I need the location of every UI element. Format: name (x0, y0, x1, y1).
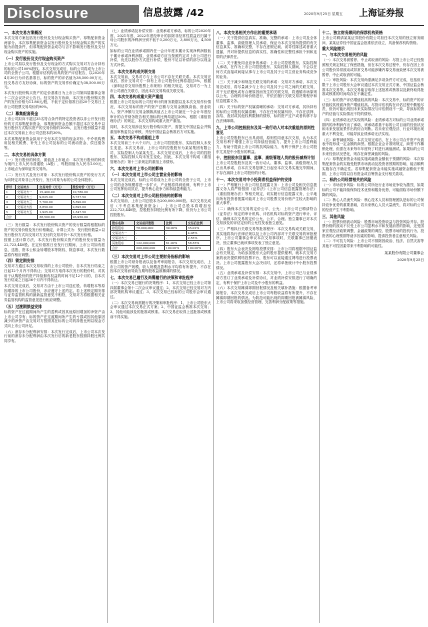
paragraph: （七）业绩承诺及补偿安排：业绩承诺方承诺，标的公司2020年度、2021年度、2022年度经审计的扣除非经常性损益后归属于母公司股东的净利润分别不低于3,200万元、3,800万元、4,500万元。 (110, 29, 211, 48)
column-divider (213, 29, 214, 623)
paragraph: （六）募集配套资金未能实施或融资金额低于预期的风险：本次募集配套资金的实施受股票市场波动及投资者预期的影响，能否顺利实施存在不确定性。若募集配套资金未能实施或融资金额低于预期，上市公司将以自有资金或自筹资金支付相关款项。 (322, 157, 424, 176)
masthead (4, 4, 424, 24)
table-cell: 1,347.50 (71, 210, 104, 215)
paragraph: 本次募集配套资金拟用于支付本次交易的现金对价、中介机构费用及相关税费、补充上市公司及标的公司流动资金、偿还债务等。 (4, 136, 105, 151)
table-cell: 交易对方一 (111, 230, 135, 235)
section-heading: （一）本次交易对上市公司主营业务的影响 (110, 171, 183, 177)
section-heading: 八、本次交易相关方作出的重要承诺 (216, 30, 277, 35)
paragraph: 本次交易前，交易对方与上市公司不存在关联关系。本次交易完成后，预计交易对方一持有上市公司股份比例将超过5%，根据《深圳证券交易所股票上市规则》的相关规定，交易对方一为上市公司潜在关联方，因此本次交易构成关联交易。 (110, 74, 211, 93)
paragraph: （三）发行数量：本次发行股份购买资产的发行数量将根据标的资产的交易价格及发行价格确定，计算公式为：发行股份数量=以发行股份方式向交易对方支付的交易对价÷本次发行价格。 (4, 223, 105, 237)
section-heading: 重大风险提示 (322, 46, 345, 52)
table-cell: 35.02% (186, 225, 210, 230)
table-cell: 其他股东 (111, 240, 135, 245)
table-cell: 交易对方 (16, 185, 38, 190)
table-cell: 交易对方五 (16, 210, 38, 215)
paragraph: 如标的公司在业绩承诺期内任一会计年度末累计实现净利润数低于累计承诺净利润数，业绩承诺方应当按照约定对上市公司进行补偿，优先以股份方式进行补偿，股份不足以补偿的部分以现金方式补偿。 (110, 48, 211, 67)
table-cell: 1,925.00 (38, 210, 71, 215)
section-heading: 十、控股股东及董事、监事、高级管理人员的股份减持计划 (216, 155, 315, 161)
paragraph: 本次交易完成后，标的公司将成为上市公司的全资子公司，上市公司的业务规模将进一步扩大，产业链将得到延伸，有利于上市公司发挥协同效应，提升核心竞争力和持续盈利能力。 (110, 177, 211, 192)
paragraph: 本次交易完成后，交易对方由于上市公司送红股、转增股本等原因增持的上市公司股份，亦应遵守上述约定。若上述锁定期安排与证券监管机构的最新监管意见不相符，交易对方将根据相关证券监管机构的监管意见进行相应调整。 (4, 284, 105, 303)
column-3 (216, 29, 317, 623)
table-cell: 控股股东 (111, 225, 135, 230)
table-cell: 200,000,000 (135, 245, 165, 250)
section-heading: （四）锁定期安排 (4, 258, 35, 264)
paragraph: （一）股票价格波动风险：股票市场投资收益与投资风险并存。股票价格的波动不仅受上市公司盈利水平和发展前景的影响，还受国家宏观经济政策调整、金融政策的调控、股票市场的投机行为、投资者的心理预期等诸多因素的影响，提请投资者注意相关风险。 (322, 219, 424, 238)
section-heading: 六、本次交易对上市公司的影响 (110, 165, 164, 171)
table-cell: 7,700.00 (38, 200, 71, 205)
table-cell: 2.55% (186, 235, 210, 240)
section-heading: 七、本次交易已履行及尚需履行的决策和审批程序 (110, 274, 194, 280)
section-heading: （一）发行股份及支付现金购买资产 (4, 55, 65, 61)
table-cell: 6,737.50 (71, 195, 104, 200)
paragraph: 上市公司控股股东已出具说明，原则性同意本次交易，认为本次交易有利于增强上市公司持续经营能力、提升上市公司盈利能力，有助于提高上市公司的抗风险能力，有利于保护上市公司股东尤其是中小股东的利益。 (216, 135, 317, 154)
paragraph: （三）标的资产评估增值较高的风险：本次交易中，标的资产的评估值较其账面净资产增值较高。尽管评估机构在评估过程中勤勉尽责，但仍可能出现因未来实际情况与评估假设不一致，导致标的资产的估值与实际情况不符的情形。 (322, 98, 424, 117)
paragraph: （二）确保本次交易的定价公平、公允：上市公司已聘请符合《证券法》规定的审计机构、评估机构对标的资产进行审计、评估，确保本次交易的定价公允、公平、合理。独立董事已对本次交易涉及的评估定价的公允性发表独立意见。 (216, 207, 317, 226)
table-cell: 26,950.00 (71, 215, 104, 220)
column-1 (4, 29, 105, 623)
table-cell: 10,780.00 (71, 190, 104, 195)
paragraph: （二）不可抗力风险：上市公司不排除因政治、经济、自然灾害等其他不可控因素带来不利影响的可能性。 (322, 239, 424, 249)
paragraph: （二）本次交易尚需履行的决策和审批程序：1、上市公司股东大会审议通过本次交易正式方案；2、中国证监会核准本次交易；3、其他可能涉及的批准或核准。本次交易在取得上述批准或核准前不得实施。 (110, 300, 211, 319)
paragraph: （三）关于减少和规范关联交易的承诺：交易对方承诺，本次交易完成后，将尽量减少与上市公司及其子公司之间的关联交易，对于无法避免或有合理原因而发生的关联交易，将遵循市场原则以公允、合理的市场价格进行，并依法履行关联交易决策程序和信息披露义务。 (216, 80, 317, 104)
paragraph: （四）业绩承诺无法实现的风险：业绩承诺方对标的公司业绩承诺期内的净利润作出了承诺，该承诺系基于标的公司目前的经营状况和未来发展前景作出的综合判断。若未来宏观经济、行业环境出现重大不利变化，可能导致业绩承诺无法实现。 (322, 117, 424, 136)
paragraph: （一）本次交易已履行的决策程序：1、本次交易已经上市公司第四届董事会第十二次会议审议通过；2、本次交易已经交易对方内部决策机构审议通过；3、本次交易已经标的公司股东会审议通过。 (110, 280, 211, 300)
section-heading: （五）过渡期损益安排 (4, 303, 42, 309)
table-cell: 100.00% (186, 245, 210, 250)
table-cell: 交易对方一 (16, 190, 38, 195)
table-cell: 交易前持股数 (135, 220, 165, 225)
paragraph: 标的资产在过渡期间所产生的盈利或因其他原因增加的净资产由上市公司享有；标的资产在过渡期间所产生的亏损或因其他原因减少的净资产由交易对方按照其在标的公司的持股比例以现金方式向上市公司补足。 (4, 309, 105, 328)
table-cell: 122,000,000 (135, 240, 165, 245)
article-columns (4, 29, 424, 623)
paragraph: （四）关于标的资产权属清晰的承诺：交易对方承诺，其所持有的标的公司股权权属清晰，不存在任何权属纠纷，不存在质押、冻结、查封或其他权利限制的情形，标的资产过户或者转移不存在法律障碍。 (216, 104, 317, 123)
table-cell: 交易对价（万元） (38, 185, 71, 190)
table-cell: 3 (5, 200, 16, 205)
table-cell: 股份对价（万元） (71, 185, 104, 190)
paragraph: 本次交易方案包括发行股份及支付现金购买资产、募集配套资金两部分。本次募集配套资金以发行股份及支付现金购买资产的实施为前提条件，但募集配套资金成功与否不影响发行股份及支付现金购买资产的实施。 (4, 36, 105, 55)
table-cell: - (164, 235, 186, 240)
column-4 (322, 29, 424, 623)
table-cell: 38,500.00 (38, 215, 71, 220)
section-heading: （三）本次交易对上市公司主要财务指标的影响 (110, 253, 190, 259)
table-cell: - (164, 230, 186, 235)
paragraph: （二）发行方式及发行对象：本次发行股份购买资产的发行方式为向特定对象非公开发行，发行对象为标的公司全体股东。 (4, 172, 105, 182)
paragraph: 本次发行股份购买资产的定价基准日为上市公司第四届董事会第十二次会议决议公告日。经交易各方协商，本次发行股份购买资产的发行价格为11.86元/股，不低于定价基准日前20个交易日上市公司股票交易均价的90%。 (4, 91, 105, 110)
table-cell: 3,850.00 (38, 205, 71, 210)
table-cell: 4.08% (186, 230, 210, 235)
section-heading: 二、本次交易的具体方案 (4, 151, 46, 157)
paragraph: （二）核心人员流失风险：核心技术人员和管理团队是标的公司保持竞争优势的重要基础，若未来核心人员大量流失，将对标的公司的经营产生不利影响。 (322, 198, 424, 212)
table-cell: 9,625.00 (38, 195, 71, 200)
table-cell: 2 (5, 195, 16, 200)
section-heading: 五、本次交易不构成重组上市 (110, 135, 160, 141)
paragraph: （二）审批风险：本次交易尚需满足多项条件方可完成，包括但不限于上市公司股东大会审议通过本次交易正式方案、中国证监会核准本次交易等。本次交易能否取得上述批准或核准以及最终取得批准或核准的时间均存在不确定性。 (322, 78, 424, 97)
table-cell: - (135, 230, 165, 235)
table-cell: 78,000,000 (135, 225, 165, 230)
masthead-rule (4, 25, 424, 26)
column-2 (110, 29, 211, 623)
newspaper-name: 上海证券报 (359, 9, 405, 19)
table-cell: - (135, 235, 165, 240)
paragraph: （一）严格履行上市公司信息披露义务：上市公司及相关信息披露义务人将严格按照《证券法》《上市公司信息披露管理办法》《重组管理办法》等相关规定，切实履行信息披露义务，公平地向所有投资者披露可能对上市公司股票交易价格产生较大影响的重大事件。 (216, 182, 317, 206)
issuer-signature: 2020年9月25日 (397, 257, 424, 262)
table-cell: 61.00% (164, 240, 186, 245)
table-cell: 交易对方四 (16, 205, 38, 210)
paragraph: （四）股东大会表决及网络投票安排：上市公司将根据中国证监会有关规定，为给参加股东大会的股东提供便利，就本次交易方案的表决提供网络投票平台，股东可以直接通过网络进行投票表决。上市公司披露股东大会决议时，还将单独统计中小股东投票情况。 (216, 246, 317, 270)
paragraph: （六）滚存未分配利润安排：本次发行完成后，上市公司本次发行前的滚存未分配利润由本次发行后的新老股东按照持股比例共同享有。 (4, 329, 105, 344)
table-cell (16, 215, 38, 220)
paragraph: 本次交易前三十六个月内，上市公司控股股东、实际控制人未发生变更。本次交易前，上市公司的控股股东为某某集团有限公司，实际控制人为某某先生。本次交易完成后，上市公司的控股股东、实际控制人均未发生变化。因此，本次交易不构成《重组管理办法》第十三条规定的重组上市情形。 (110, 141, 211, 165)
table-cell: 15,400.00 (38, 190, 71, 195)
disclosure-banner: Disclosure (4, 5, 139, 23)
table-cell: 交易对方二 (111, 235, 135, 240)
table-cell: 39.00% (164, 225, 186, 230)
paragraph: 上市公司聘请某某证券股份有限公司担任本次交易的独立财务顾问，某某证券经中国证监会批准依法设立，具备保荐机构资格。 (322, 36, 424, 45)
section-title: 信息披露 /42 (143, 8, 205, 19)
table-cell: 58.35% (186, 240, 210, 245)
table-cell: 交易后比例 (186, 220, 210, 225)
paragraph: （一）市场竞争风险：标的公司所处行业市场竞争较为激烈，如果标的公司不能持续保持技术优势和服务优势，可能面临市场份额下降的风险。 (322, 183, 424, 197)
column-divider (319, 29, 320, 623)
section-heading: 二、标的公司经营相关的风险 (322, 177, 372, 183)
paragraph: 本次交易前，上市公司总股本为200,000,000股。本次交易完成后（不考虑募集配套资金），上市公司总股本将增加至222,723,440股，控股股东持股比例有所下降，但仍为上市公司控股股东。 (110, 198, 211, 218)
paragraph: （五）商誉减值风险：本次交易完成后，在上市公司合并资产负债表中将形成一定金额的商誉。根据企业会计准则规定，商誉不作摊销处理，但需在未来每年年度终了时进行减值测试。如果标的公司未来经营状况恶化，则存在商誉减值的风险。 (322, 137, 424, 156)
paragraph: 同时，本次交易涉及发行股份购买资产，需提交中国证监会并购重组审核委员会审核，并经中国证监会核准后方可实施。 (110, 124, 211, 134)
table-cell: 5,390.00 (71, 200, 104, 205)
table-cell: 交易对方二 (16, 195, 38, 200)
data-table (110, 220, 211, 251)
table-cell: 1 (5, 190, 16, 195)
table-cell: 100.00% (164, 245, 186, 250)
column-divider (107, 29, 108, 623)
section-heading: 一、与本次交易相关的风险 (322, 52, 368, 58)
paragraph: 根据上市公司财务报表以及备考审阅报告，本次交易完成后，上市公司的资产规模、收入规模及盈利水平均将有所提升，不存在因本次交易而导致当期每股收益被摊薄的情况。 (110, 259, 211, 274)
table-cell: 合计 (111, 245, 135, 250)
table-cell: 2,695.00 (71, 205, 104, 210)
issuer-signature: 某某股份有限公司董事会 (384, 250, 424, 255)
table-cell: 交易对方三 (16, 200, 38, 205)
table-cell: 比例 (164, 220, 186, 225)
paragraph: （一）关于提供信息真实、准确、完整的承诺：上市公司及全体董事、监事、高级管理人员承诺，保证为本次交易所提供的有关信息真实、准确和完整，不存在虚假记载、误导性陈述或者重大遗漏，并对所提供信息的真实性、准确性和完整性承担个别和连带的法律责任。 (216, 36, 317, 59)
table-cell: 股东名称 (111, 220, 135, 225)
paragraph: （六）本次交易摊薄即期回报情况及相关填补措施：根据备考审阅报告，本次交易完成后上市公司每股收益将有所提升，不存在摊薄即期回报的情况。为防范可能出现的即期回报被摊薄风险，上市公司将采取加强经营管理、完善利润分配政策等措施。 (216, 286, 317, 305)
table-cell: 合计 (5, 215, 16, 220)
section-heading: 一、本次交易方案概况 (4, 30, 42, 35)
paragraph: （一）发行股份的种类、面值及上市地点：本次发行股份的种类为境内上市人民币普通股（A股），每股面值为人民币1.00元，上市地点为深圳证券交易所。 (4, 157, 105, 172)
section-heading: 三、其他风险 (322, 213, 345, 219)
table-row (5, 215, 105, 220)
paragraph: 上市公司控股股东及其一致行动人、董事、监事、高级管理人员已出具承诺，自本次交易复牌之日起至本次交易实施完毕期间，不存在减持上市公司股份的计划。 (216, 161, 317, 175)
section-heading: （二）募集配套资金 (4, 110, 39, 116)
paragraph: 根据上市公司及标的公司经审计的财务数据以及本次交易作价情况，本次交易标的资产的资产总额与交易金额孰高值、营业收入、资产净额与交易金额孰高值占上市公司最近一个会计年度经审计的合并财务报告相关指标的比例均超过50%，根据《重组管理办法》的规定，本次交易构成重大资产重组。 (110, 100, 211, 124)
table-cell: 5 (5, 210, 16, 215)
paragraph: （三）严格执行关联交易等批准程序：本次交易构成关联交易，其实施将执行法律法规以及上市公司内部对于关联交易的审批程序。上市公司董事会审议本次交易事项时，关联董事已回避表决，独立董事已就该事项发表了独立意见。 (216, 226, 317, 246)
paragraph: 按照上述计算方法，本次发行股份购买资产的股份发行数量为22,723,440股。在定价基准日至发行日期间，上市公司如有派息、送股、资本公积金转增股本等除权、除息事项，本次发行数量将作相应调整。 (4, 238, 105, 257)
section-heading: 四、本次交易构成重大资产重组 (110, 94, 164, 100)
section-heading: 十一、本次交易对中小投资者权益保护的安排 (216, 176, 292, 182)
paragraph: 上市公司拟以发行股份及支付现金的方式购买交易对方合计持有的标的公司100%股权。本次交易完成后，标的公司将成为上市公司的全资子公司。根据评估机构出具的资产评估报告，以2020年4月30日为评估基准日，标的资产的评估值为38,500.00万元，经交易各方友好协商，标的资产的交易作价确定为38,500.00万元。 (4, 61, 105, 90)
section-heading: （二）本次交易对上市公司股权结构的影响 (110, 192, 183, 198)
paragraph: 上市公司拟向不超过35名符合条件的特定投资者以非公开发行股份的方式募集配套资金，募集配套资金总额不超过本次交易中以发行股份方式购买资产的交易价格的100%，且发行股份数量不超过本次交易前上市公司总股本的30%。 (4, 116, 105, 135)
paragraph: （二）关于避免同业竞争的承诺：上市公司控股股东、实际控制人承诺，在作为上市公司控股股东、实际控制人期间，不会以任何方式直接或间接从事与上市公司及其子公司主营业务构成竞争的业务。 (216, 60, 317, 79)
paragraph: （一）本次交易被暂停、中止或取消的风险：尽管上市公司已经按照相关规定制定了保密措施，但在本次交易过程中，仍存在因上市公司股价异常波动或异常交易可能涉嫌内幕交易而致使本次交易被暂停、中止或取消的可能。 (322, 58, 424, 77)
paragraph: 交易对方通过本次交易取得的上市公司股份，自本次发行结束之日起12个月内不得转让；交易对方取得本次发行的股份时，对其用于认购股份的资产持续拥有权益的时间不足12个月的，自本次发行结束之日起36个月内不得转让。 (4, 264, 105, 283)
section-heading: 十二、独立财务顾问的保荐机构资格 (322, 30, 383, 35)
paragraph: （五）业绩承诺及补偿安排：本次交易中，上市公司已与业绩承诺方签订了业绩承诺及补偿协议，对业绩补偿安排进行了明确约定，有利于保护上市公司及中小股东的利益。 (216, 271, 317, 285)
section-heading: 九、上市公司控股股东及其一致行动人对本次重组的原则性意见 (216, 124, 315, 135)
data-table (4, 184, 105, 220)
section-heading: 三、本次交易构成关联交易 (110, 68, 156, 74)
table-row (111, 245, 211, 250)
issue-date: 2020年9月25日 星期五 (304, 12, 343, 16)
table-cell: 4 (5, 205, 16, 210)
table-cell: 序号 (5, 185, 16, 190)
